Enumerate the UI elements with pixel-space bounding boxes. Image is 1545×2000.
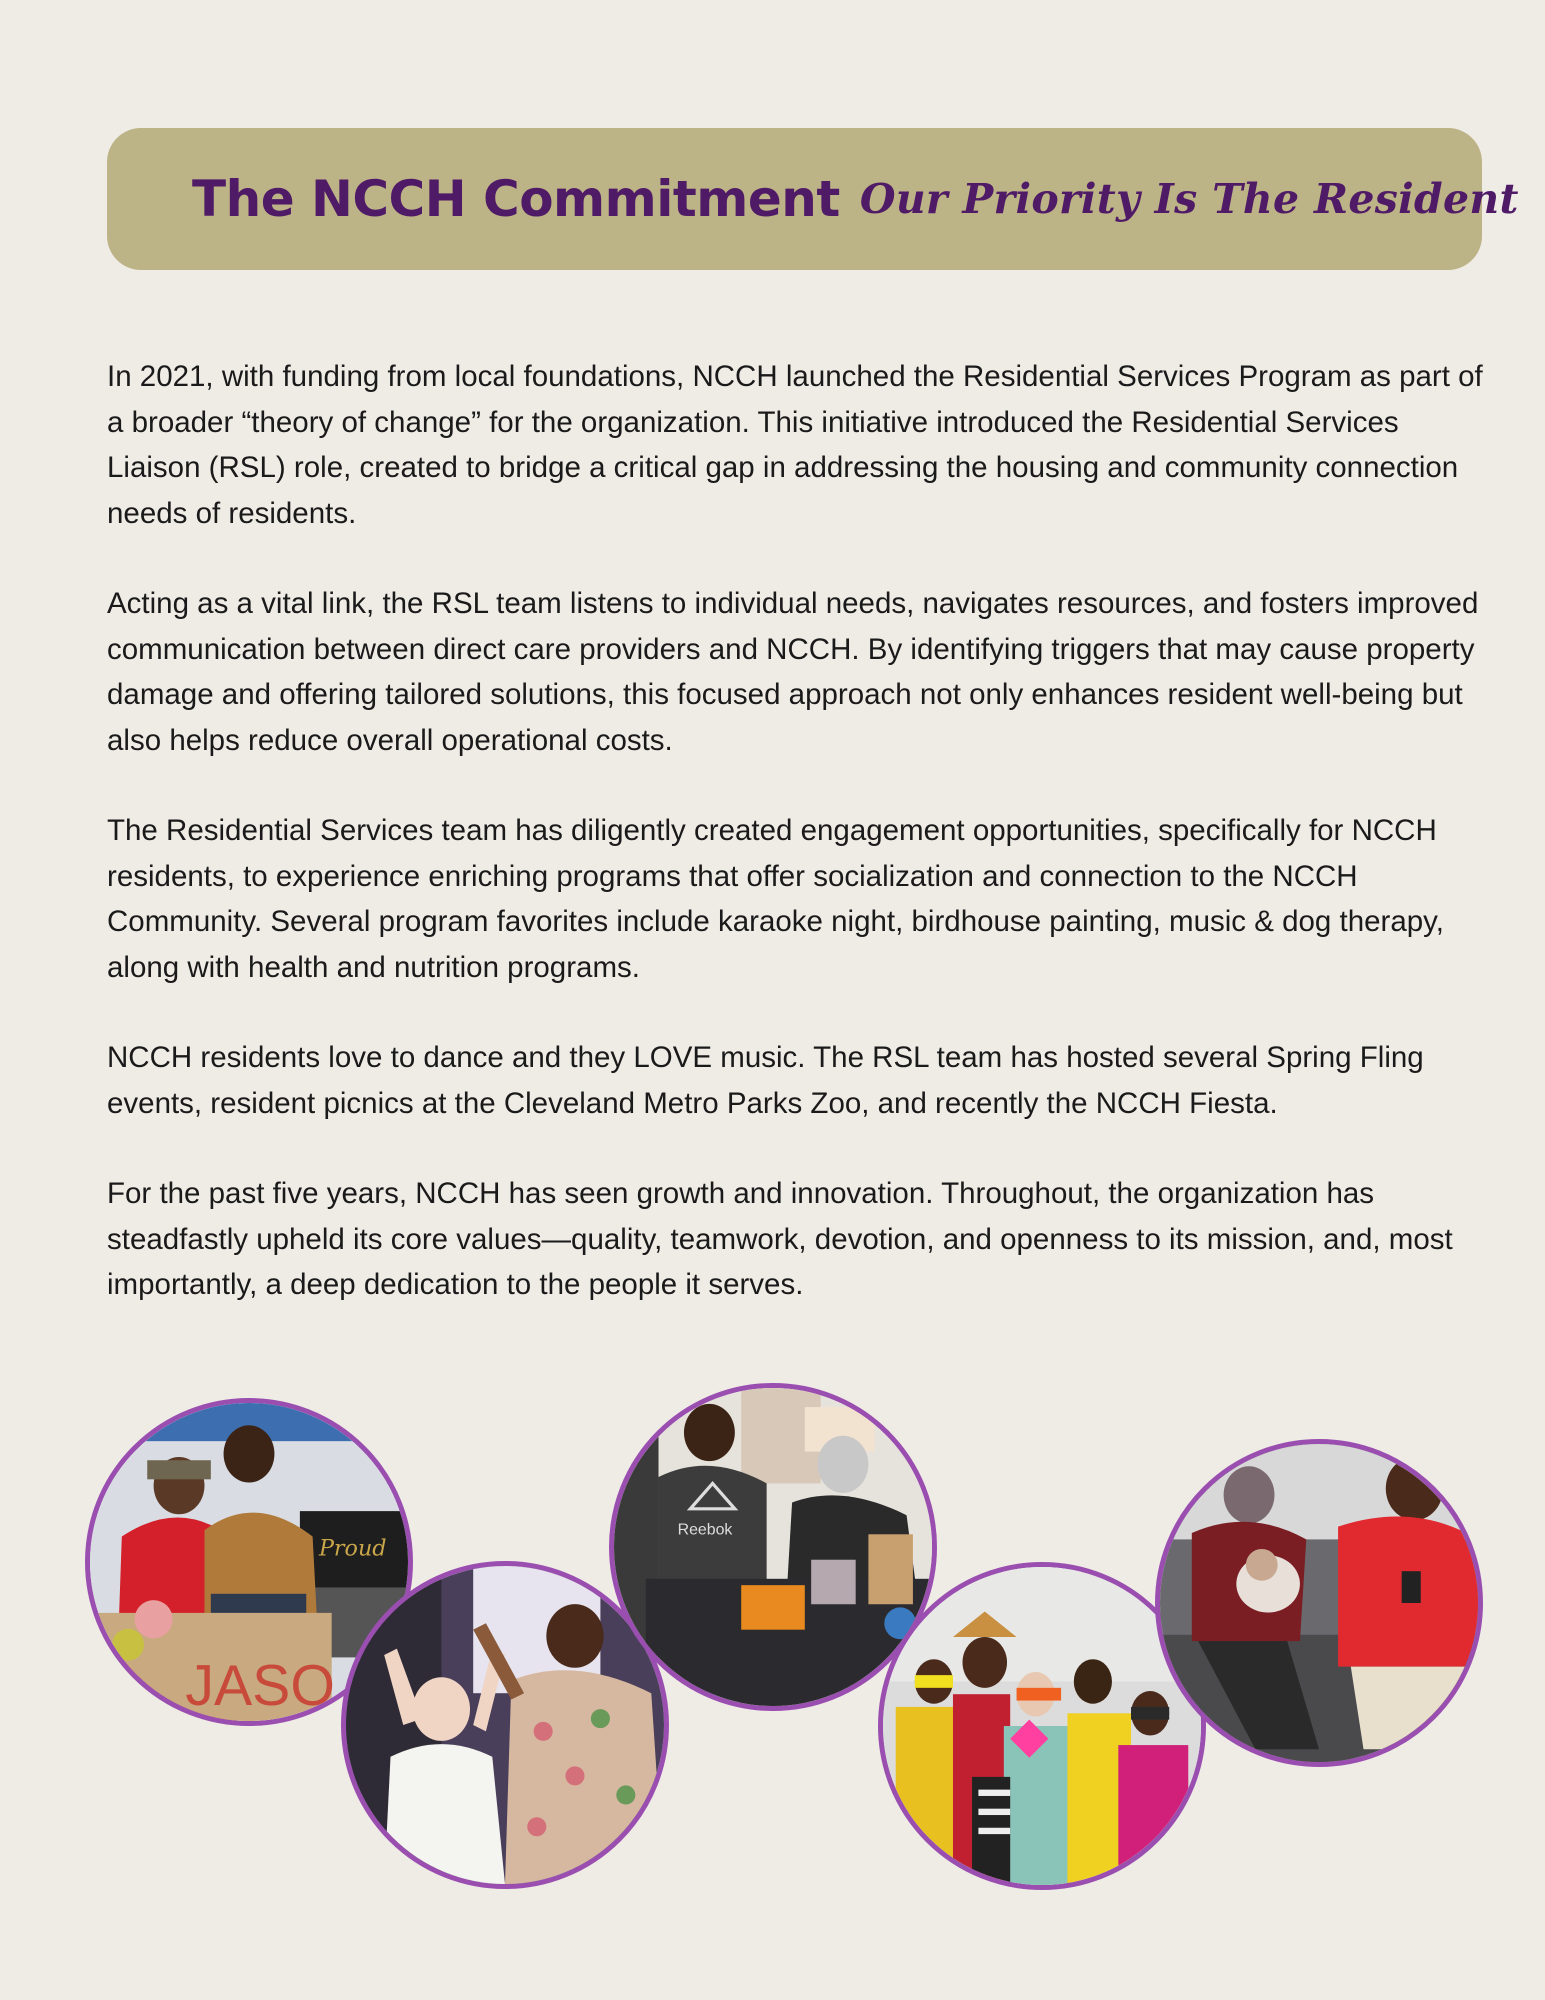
banner-text: Proud (318, 1535, 387, 1562)
header-banner (107, 128, 1519, 270)
paragraph-program-launch: In 2021, with funding from local foundations, NCCH launched the Residential Services Program as part of a broader “theory of change” for the organization. This initiative introduced the Residential Services Liaison (RSL) role, created to bridge a critical gap in addressing the housing and community connection needs of residents. (107, 360, 1483, 530)
page-title: The NCCH Commitment (192, 170, 840, 228)
shirt-logo: Reebok (677, 1521, 733, 1539)
paragraph-core-values: For the past five years, NCCH has seen growth and innovation. Throughout, the organization has steadfastly upheld its core values—quality, teamwork, devotion, and openness to its mission, and, most importantly, a deep dedication to the people it serves. (107, 1177, 1453, 1301)
photo-craft-activity (609, 1383, 937, 1711)
paragraph-rsl-team: Acting as a vital link, the RSL team listens to individual needs, navigates resources, and fosters improved communication between direct care providers and NCCH. By identifying triggers that may cause property damage and offering tailored solutions, this focused approach not only enhances resident well-being but also helps reduce overall operational costs. (107, 587, 1479, 757)
sign-text: JASO (185, 1654, 335, 1719)
photo-dog-therapy (1155, 1439, 1483, 1767)
paragraph-events: NCCH residents love to dance and they LOVE music. The RSL team has hosted several Spring Fling events, resident picnics at the Cleveland Metro Parks Zoo, and recently the NCCH Fiesta. (107, 1041, 1424, 1120)
paragraph-engagement: The Residential Services team has diligently created engagement opportunities, specifically for NCCH residents, to experience enriching programs that offer socialization and connection to the NCCH Community. Several program favorites include karaoke night, birdhouse painting, music & dog therapy, along with health and nutrition programs. (107, 814, 1444, 984)
photo-dancing-residents (341, 1561, 669, 1889)
page-tagline: Our Priority Is The Resident (859, 175, 1519, 223)
article-body (107, 354, 1497, 1353)
